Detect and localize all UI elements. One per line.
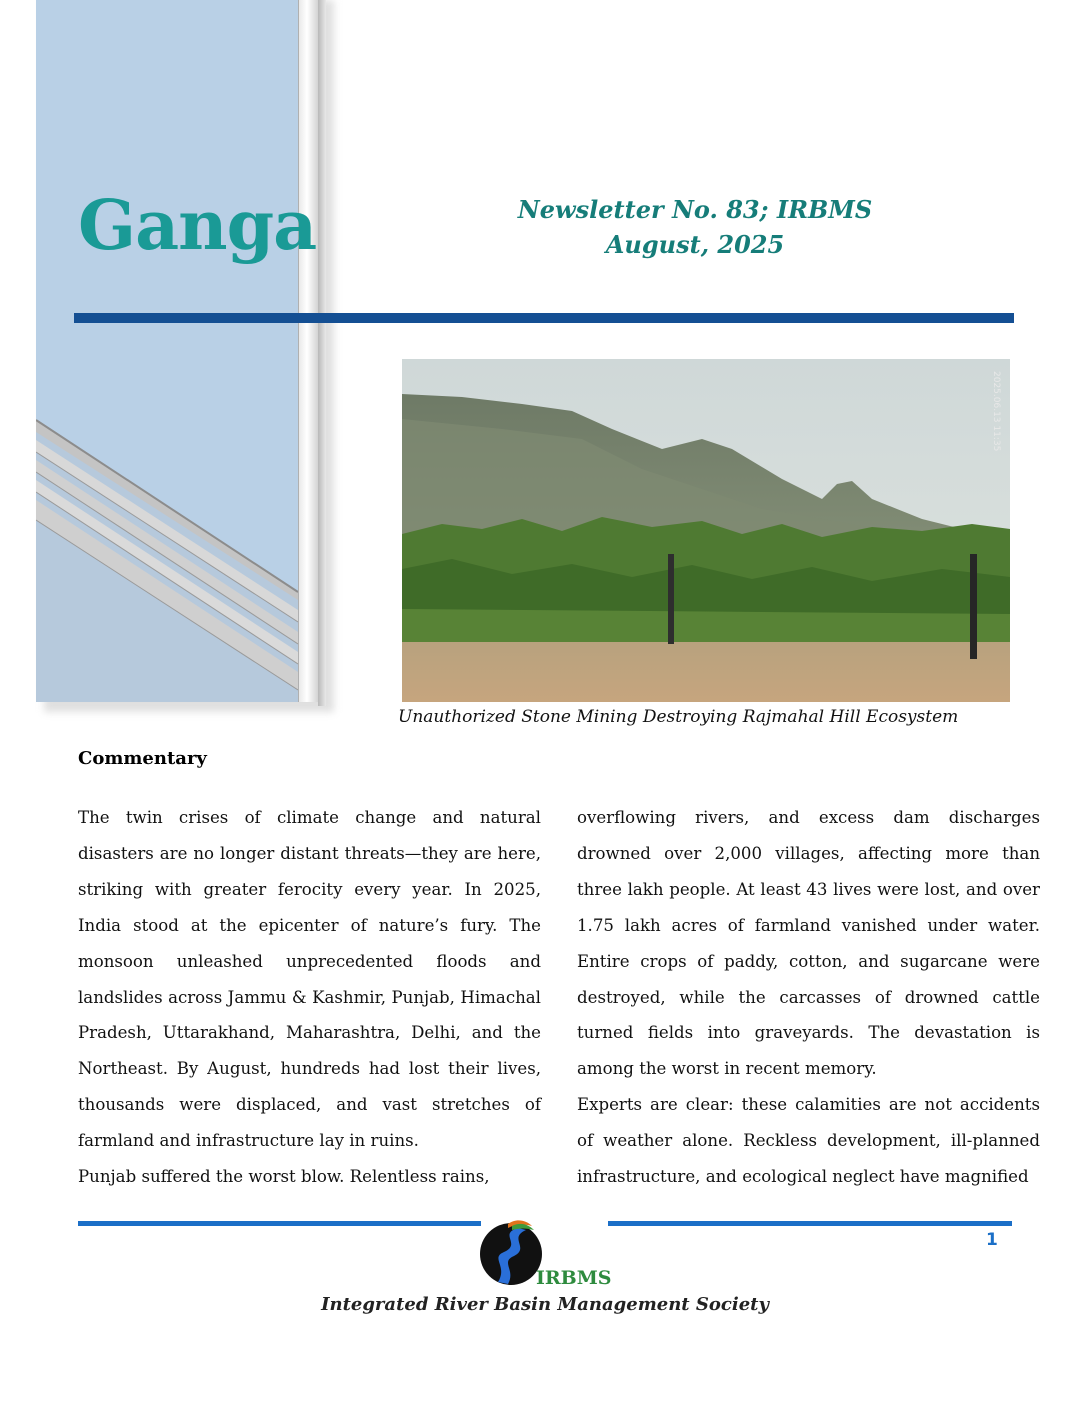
article-paragraph: Experts are clear: these calamities are not accidents of weather alone. Reckless development, ill-planned infrastructure, and ecological neglect have magnified xyxy=(577,1095,1040,1187)
side-decor-panel xyxy=(36,0,298,702)
newsletter-title: Ganga xyxy=(78,186,317,266)
footer-rule-left xyxy=(78,1221,481,1226)
page-number: 1 xyxy=(986,1230,998,1250)
header-rule xyxy=(74,313,1014,323)
logo-text: IRBMS xyxy=(536,1267,612,1289)
article-paragraph: overflowing rivers, and excess dam discharges drowned over 2,000 villages, affecting more than three lakh people. At least 43 lives were lost, and over 1.75 lakh acres of farmland vanished under water. Entire crops of paddy, cotton, and sugarcane were destroyed, while the carcasses of drowned cattle turned fields into graveyards. The devastation is among the worst in recent memory. xyxy=(577,808,1040,1079)
side-panel-edge xyxy=(298,0,319,702)
cover-photo xyxy=(402,359,1010,702)
newsletter-header xyxy=(480,192,910,262)
organization-name: Integrated River Basin Management Society xyxy=(321,1294,769,1315)
side-decor-stripes xyxy=(36,0,298,702)
photo-caption: Unauthorized Stone Mining Destroying Rajmahal Hill Ecosystem xyxy=(398,707,959,727)
article-column-2 xyxy=(577,800,1040,1195)
section-heading: Commentary xyxy=(78,748,207,769)
photo-timestamp: 2025.06.13 11:35 xyxy=(991,371,1001,452)
article-paragraph: Punjab suffered the worst blow. Relentless rains, xyxy=(78,1167,490,1187)
date-line: August, 2025 xyxy=(605,230,785,259)
landscape-image xyxy=(402,359,1010,702)
article-paragraph: The twin crises of climate change and natural disasters are no longer distant threats—they are here, striking with greater ferocity every year. In 2025, India stood at the epicenter of nature’s fury. The monsoon unleashed unprecedented floods and landslides across Jammu & Kashmir, Punjab, Himachal Pradesh, Uttarakhand, Maharashtra, Delhi, and the Northeast. By August, hundreds had lost their lives, thousands were displaced, and vast stretches of farmland and infrastructure lay in ruins. xyxy=(78,808,541,1151)
article-column-1 xyxy=(78,800,541,1195)
issue-line: Newsletter No. 83; IRBMS xyxy=(517,195,873,224)
footer-rule-right xyxy=(608,1221,1012,1226)
side-panel-edge-shade xyxy=(318,0,326,706)
